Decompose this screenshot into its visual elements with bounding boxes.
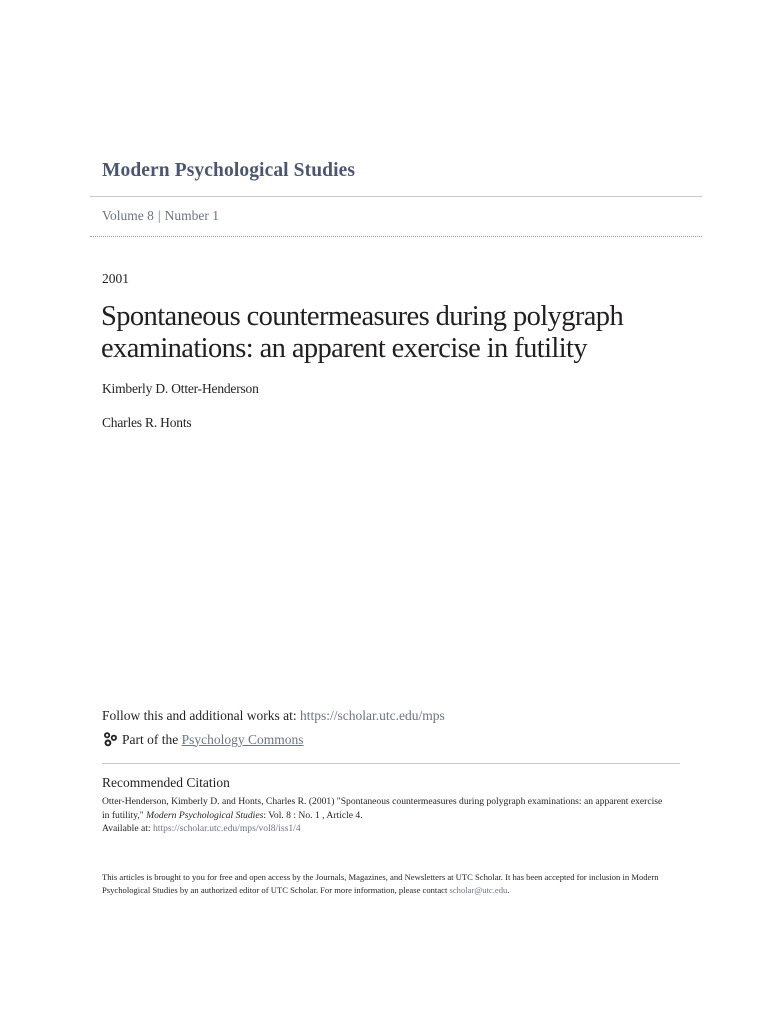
- citation-text: [102, 795, 672, 836]
- citation-body: Otter-Henderson, Kimberly D. and Honts, Charles R. (2001) "Spontaneous countermeasures during polygraph examinations: an apparent exercise in futility,": [102, 796, 663, 821]
- available-label: Available at:: [102, 823, 151, 834]
- open-access-notice: [102, 871, 682, 897]
- citation-heading: Recommended Citation: [102, 775, 230, 790]
- follow-label: Follow this and additional works at:: [102, 708, 297, 723]
- issue-line: [102, 208, 219, 224]
- header-rule: [90, 196, 702, 197]
- citation-rule: [102, 763, 680, 764]
- author-1: Kimberly D. Otter-Henderson: [102, 381, 259, 396]
- follow-line: [102, 708, 445, 724]
- citation-volume: : Vol. 8 : No. 1 , Article 4.: [263, 809, 363, 821]
- commons-network-icon: [102, 731, 119, 748]
- article-title: Spontaneous countermeasures during polygraph examinations: an apparent exercise in futility: [101, 301, 624, 364]
- author-2: Charles R. Honts: [102, 415, 192, 430]
- number-label: Number 1: [164, 208, 219, 223]
- publication-year: 2001: [102, 271, 129, 286]
- part-of-label: Part of the: [122, 731, 179, 747]
- notice-end: .: [507, 885, 510, 895]
- volume-label: Volume 8: [102, 208, 154, 223]
- notice-text: This articles is brought to you for free and open access by the Journals, Magazines, and Newsletters at UTC Scholar. It has been accepted for inclusion in Modern Psychological Studies by an authorized editor of UTC Scholar. For more information, please contact: [102, 872, 659, 895]
- psychology-commons-link[interactable]: Psychology Commons: [181, 731, 304, 747]
- contact-email-link[interactable]: scholar@utc.edu: [449, 885, 508, 895]
- citation-journal: Modern Psychological Studies: [146, 809, 264, 821]
- issue-separator: |: [157, 208, 161, 223]
- part-of-line: [102, 731, 304, 748]
- article-url-link[interactable]: https://scholar.utc.edu/mps/vol8/iss1/4: [152, 823, 301, 834]
- journal-title: Modern Psychological Studies: [102, 160, 356, 181]
- issue-rule: [90, 236, 702, 237]
- follow-link[interactable]: https://scholar.utc.edu/mps: [300, 708, 445, 723]
